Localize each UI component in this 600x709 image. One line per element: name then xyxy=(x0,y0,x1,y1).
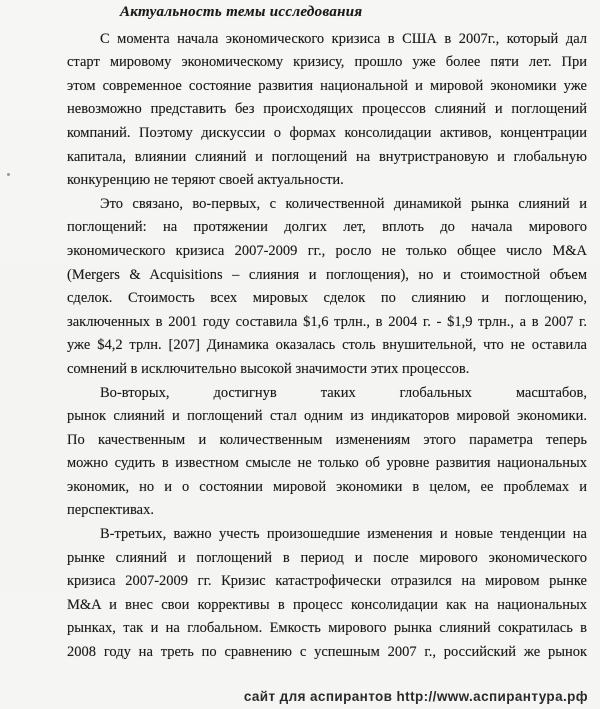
text-line: Это связано, во-первых, с количественной динамикой рынка слияний и xyxy=(100,195,587,212)
text-line: рынок слияний и поглощений стал одним из индикаторов мировой экономики. xyxy=(67,408,587,425)
text-line: экономического кризиса 2007-2009 гг., росло не только общее число M&A xyxy=(67,242,587,259)
text-line: 2008 году на треть по сравнению с успешным 2007 г., российский же рынок xyxy=(67,644,587,661)
text-line: капитала, влиянии слияний и поглощений на внутристрановую и глобальную xyxy=(67,148,587,165)
paragraph xyxy=(67,382,587,524)
text-line: кризиса 2007-2009 гг. Кризис катастрофически отразился на мировом рынке xyxy=(67,573,587,590)
text-line: С момента начала экономического кризиса в США в 2007г., который дал xyxy=(100,30,587,47)
text-line: (Mergers & Acquisitions – слияния и поглощения), но и стоимостной объем xyxy=(67,266,587,283)
text-line: сомнений в исключительно высокой значимости этих процессов. xyxy=(67,360,470,377)
text-line: заключенных в 2001 году составила $1,6 трлн., в 2004 г. - $1,9 трлн., а в 2007 г. xyxy=(67,313,587,330)
paragraph xyxy=(67,523,587,665)
text-line: В-третьих, важно учесть произошедшие изменения и новые тенденции на xyxy=(100,526,587,543)
text-line: поглощений: на протяжении долгих лет, вплоть до начала мирового xyxy=(67,219,587,236)
body-paragraphs xyxy=(67,28,587,665)
scan-artifact-speck xyxy=(7,173,10,176)
text-line: сделок. Стоимость всех мировых сделок по слиянию и поглощению, xyxy=(67,290,587,307)
text-line: рынке слияний и поглощений в период и после мирового экономического xyxy=(67,549,587,566)
text-line: рынках, так и на глобальном. Емкость мирового рынка слияний сократилась в xyxy=(67,620,587,637)
text-line: невозможно представить без происходящих процессов слияний и поглощений xyxy=(67,101,587,118)
text-block xyxy=(67,1,587,665)
paragraph xyxy=(67,193,587,382)
text-line: уже $4,2 трлн. [207] Динамика оказалась столь внушительной, что не оставила xyxy=(67,337,587,354)
text-line: конкуренцию не теряют своей актуальности. xyxy=(67,172,344,189)
paragraph xyxy=(67,28,587,193)
text-line: Во-вторых, достигнув таких глобальных масштабов, xyxy=(100,384,587,401)
text-line: этом современное состояние развития национальной и мировой экономики уже xyxy=(67,77,587,94)
watermark-site-url: сайт для аспирантов http://www.аспирантура.рф xyxy=(243,689,588,704)
text-line: По качественным и количественным изменениям этого параметра теперь xyxy=(67,431,587,448)
text-line: компаний. Поэтому дискуссии о формах консолидации активов, концентрации xyxy=(67,124,587,141)
text-line: можно судить в известном смысле не только об уровне развития национальных xyxy=(67,455,587,472)
text-line: экономик, но и о состоянии мировой экономики в целом, ее проблемах и xyxy=(67,478,587,495)
text-line: M&A и внес свои коррективы в процесс консолидации как на национальных xyxy=(67,596,587,613)
text-line: перспективах. xyxy=(67,502,154,519)
section-heading: Актуальность темы исследования xyxy=(120,4,363,20)
text-line: старт мировому экономическому кризису, прошло уже более пяти лет. При xyxy=(67,54,587,71)
